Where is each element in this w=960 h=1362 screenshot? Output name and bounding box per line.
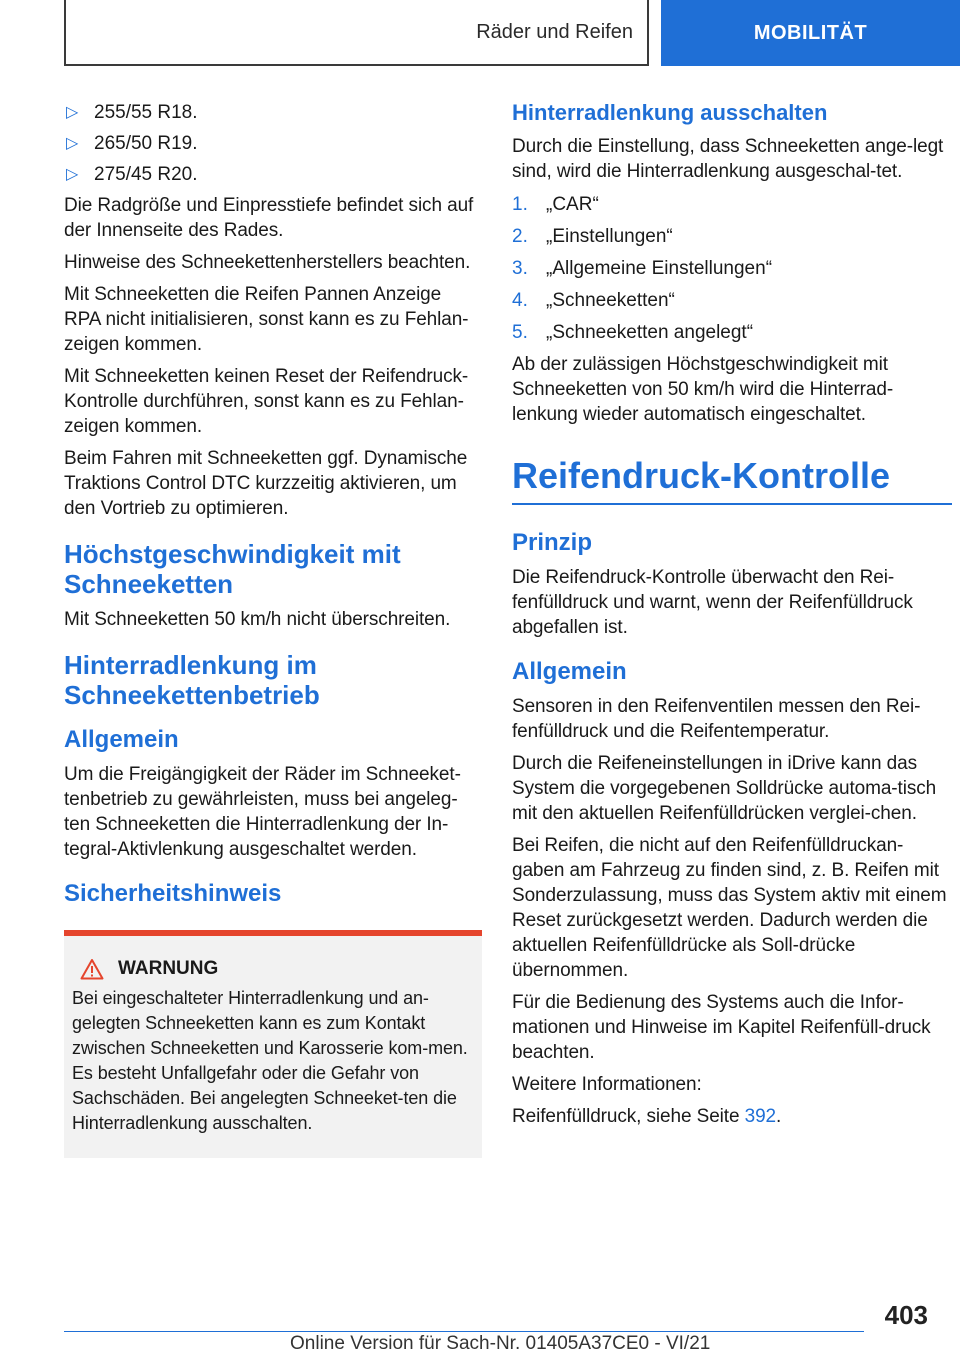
warning-text: Bei eingeschalteter Hinterradlenkung und an-gelegten Schneeketten kann es zum Kontakt zwischen Schneeketten und Karosserie kom-men. Es besteht Unfallgefahr oder die Gefahr von Sachschäden. Bei angelegten Schneeket-ten die Hinterradlenkung ausschalten. (72, 988, 468, 1133)
list-item: ▷ 265/50 R19. (66, 133, 198, 154)
paragraph: Beim Fahren mit Schneeketten ggf. Dynamische Traktions Control DTC kurzzeitig aktivieren, um den Vortrieb zu optimieren. (64, 448, 468, 519)
paragraph: Mit Schneeketten die Reifen Pannen Anzeige RPA nicht initialisieren, sonst kann es zu Fehlan-zeigen kommen. (64, 284, 469, 355)
list-item: 5. „Schneeketten angelegt“ (512, 322, 754, 343)
chapter-title-tire-pressure-control: Reifendruck-Kontrolle (512, 455, 952, 505)
heading-max-speed: Höchstgeschwindigkeit mit Schneeketten (64, 539, 401, 599)
cross-reference: Reifenfülldruck, siehe Seite 392. (512, 1106, 782, 1127)
heading-rear-steering-snow-chains: Hinterradlenkung im Schneekettenbetrieb (64, 650, 320, 710)
right-column (512, 100, 952, 1136)
paragraph: Die Radgröße und Einpresstiefe befindet sich auf der Innenseite des Rades. (64, 195, 474, 241)
heading-rear-steering-off: Hinterradlenkung ausschalten (512, 100, 828, 125)
heading-general: Allgemein (512, 658, 627, 685)
triangle-bullet-icon: ▷ (66, 104, 79, 121)
paragraph: Durch die Einstellung, dass Schneeketten ange-legt sind, wird die Hinterradlenkung ausgeschal-tet. (512, 136, 944, 182)
paragraph: Mit Schneeketten 50 km/h nicht überschreiten. (64, 609, 451, 630)
paragraph: Die Reifendruck-Kontrolle überwacht den Rei-fenfülldruck und warnt, wenn der Reifenfülldruck abgefallen ist. (512, 567, 913, 638)
list-item: 1. „CAR“ (512, 194, 599, 215)
list-item: 3. „Allgemeine Einstellungen“ (512, 258, 773, 279)
header-section-title: Räder und Reifen (476, 20, 633, 43)
steps-list (512, 192, 952, 345)
list-item: ▷ 275/45 R20. (66, 164, 198, 185)
warning-box (64, 930, 482, 1158)
paragraph: Durch die Reifeneinstellungen in iDrive kann das System die vorgegebenen Solldrücke automa-tisch mit den aktuellen Reifenfülldrücken verglei-chen. (512, 753, 937, 824)
paragraph: Hinweise des Schneekettenherstellers beachten. (64, 252, 471, 273)
heading-principle: Prinzip (512, 529, 593, 556)
paragraph: Sensoren in den Reifenventilen messen den Rei-fenfülldruck und die Reifentemperatur. (512, 696, 921, 742)
page-number: 403 (884, 1300, 928, 1330)
triangle-bullet-icon: ▷ (66, 135, 79, 152)
header-chapter-tab[interactable] (661, 0, 960, 66)
list-item: 2. „Einstellungen“ (512, 226, 673, 247)
footer-online-version: Online Version für Sach-Nr. 01405A37CE0 - VI/21 (290, 1333, 711, 1354)
page-link[interactable]: 392 (744, 1106, 777, 1127)
warning-title (72, 958, 472, 980)
paragraph: Weitere Informationen: (512, 1074, 702, 1095)
triangle-bullet-icon: ▷ (66, 166, 79, 183)
warning-triangle-icon (80, 958, 104, 980)
heading-safety-note: Sicherheitshinweis (64, 880, 282, 907)
list-item: 4. „Schneeketten“ (512, 290, 675, 311)
left-column (64, 100, 482, 1158)
paragraph: Um die Freigängigkeit der Räder im Schneeket-tenbetrieb zu gewährleisten, muss bei angeleg-ten Schneeketten die Hinterradlenkung der In-tegral-Aktivlenkung ausgeschaltet werden. (64, 764, 461, 860)
paragraph: Für die Bedienung des Systems auch die Infor-mationen und Hinweise im Kapitel Reifenfüll-druck beachten. (512, 992, 931, 1063)
header-section-tab (64, 0, 649, 66)
heading-general: Allgemein (64, 726, 179, 753)
list-item: ▷ 255/55 R18. (66, 102, 198, 123)
footer-divider (64, 1331, 864, 1332)
header-chapter-title: MOBILITÄT (753, 21, 868, 44)
warning-label: WARNUNG (118, 958, 219, 979)
paragraph: Ab der zulässigen Höchstgeschwindigkeit mit Schneeketten von 50 km/h wird die Hinterrad-lenkung wieder automatisch eingeschaltet. (512, 354, 894, 425)
paragraph: Mit Schneeketten keinen Reset der Reifendruck-Kontrolle durchführen, sonst kann es zu Fehlan-zeigen kommen. (64, 366, 469, 437)
paragraph: Bei Reifen, die nicht auf den Reifenfülldruckan-gaben am Fahrzeug zu finden sind, z. B. Reifen mit Sonderzulassung, muss das System aktiv mit einem Reset zurückgesetzt werden. Dadurch werden die aktuellen Reifenfülldrücke als Soll-drücke übernommen. (512, 835, 947, 981)
